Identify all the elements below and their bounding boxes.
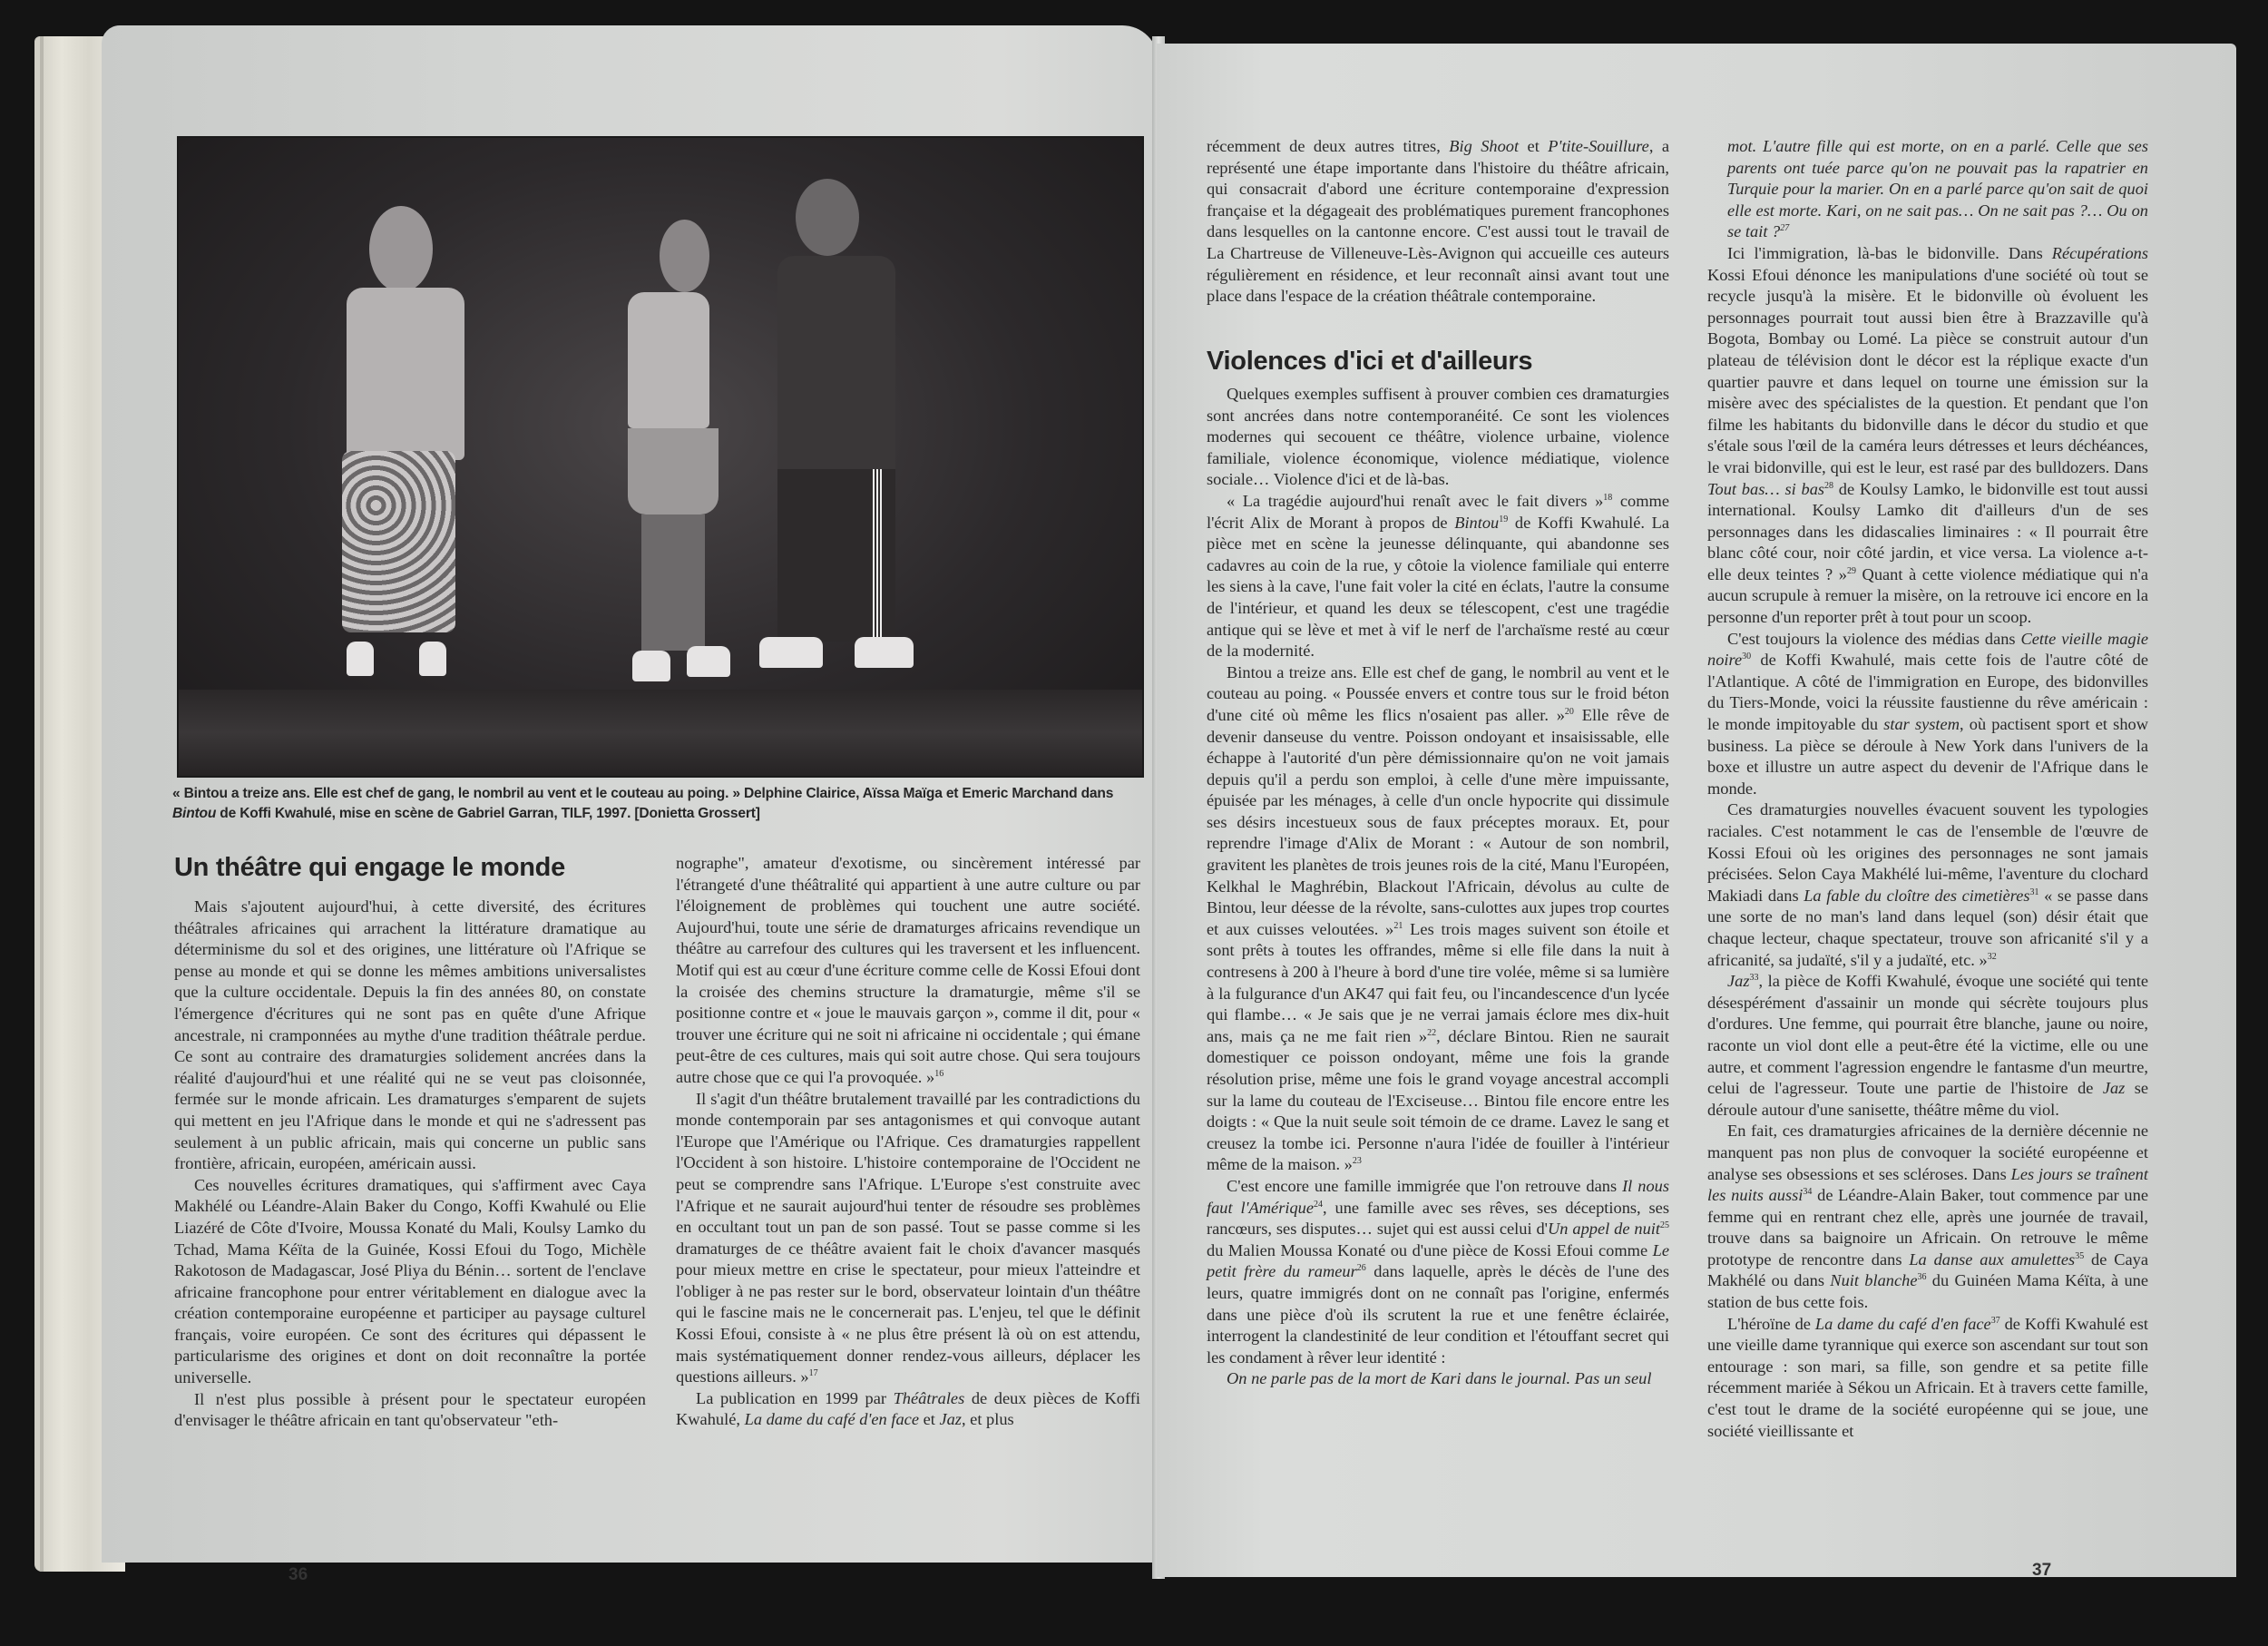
left-page-column-1 [174, 896, 646, 1432]
paragraph: C'est encore une famille immigrée que l'on retrouve dans Il nous faut l'Amérique$^{24}$, une famille avec ses rêves, ses déceptions, ses rancœurs, ses disputes… sujet qui est aussi celui d'Un appel de nuit$^{25}$ du Malien Moussa Konaté ou d'une pièce de Kossi Efoui comme Le petit frère du rameur$^{26}$ dans laquelle, après le décès de l'une des leurs, quatre immigrés dont on ne connaît pas l'origine, enfermés dans une pièce d'où ils scrutent la rue et une fenêtre éclairée, interrogent la clandestinité de leur condition et l'étouffant secret qui les condament à rêver leur identité : [1207, 1176, 1669, 1367]
paragraph: Ces nouvelles écritures dramatiques, qui s'affirment avec Caya Makhélé ou Léandre-Alain Baker du Congo, Koffi Kwahulé ou Elie Liazéré de Côte d'Ivoire, Moussa Konaté du Mali, Koulsy Lamko du Tchad, Mama Kéïta de la Guinée, Kossi Efoui du Togo, Michèle Rakotoson de Madagascar, José Pliya du Bénin… sortent de l'enclave africaine francophone pour entrer véritablement en dialogue avec la création contemporaine européenne et participer au paysage culturel français, voire européen. Ce sont des écritures qui dépassent le particularisme des origines et dont on doit reconnaître la portée universelle. [174, 1175, 646, 1387]
paragraph: Quelques exemples suffisent à prouver combien ces dramaturgies sont ancrées dans notre contemporanéité. Ce sont les violences modernes qui secouent ce théâtre, violence urbaine, violence familiale, violence économique, violence médiatique, violence sociale… Violence d'ici et de là-bas. [1207, 385, 1669, 489]
left-page-column-2 [676, 853, 1140, 1431]
caption-quote: « Bintou a treize ans. Elle est chef de gang, le nombril au vent et le couteau au poing. » [172, 786, 740, 801]
paragraph: Il n'est plus possible à présent pour le spectateur européen d'envisager le théâtre africain en tant qu'observateur "eth- [174, 1389, 646, 1430]
paragraph: Mais s'ajoutent aujourd'hui, à cette diversité, des écritures théâtrales africaines qui arrachent la littérature dramatique au déterminisme du sol et des origines, une littérature où l'Afrique se pense au monde et qui se donne les mêmes ambitions universalistes que la culture occidentale. Depuis la fin des années 80, on constate l'émergence d'écritures qui ne sont pas en quête d'une Afrique ancestrale, ni cramponnées au mythe d'une tradition théâtrale perdue. Ce sont au contraire des dramaturgies solidement ancrées dans la réalité d'aujourd'hui et une réalité qui ne se veut pas cloisonnée, fermée sur le monde africain. Les dramaturges s'emparent de sujets qui mettent en jeu l'Afrique dans le monde et qui ne s'adressent pas seulement à un public africain, mais qui concerne un public sans frontière, africain, européen, américain aussi. [174, 897, 646, 1173]
right-page-column-1-body [1207, 384, 1669, 1390]
paragraph: Ici l'immigration, là-bas le bidonville. Dans Récupérations Kossi Efoui dénonce les manipulations d'une société où tout se recycle jusqu'à la misère. Et le bidonville où évoluent les personnages pourrait tout aussi bien être à Brazzaville qu'à Bogota, Bombay ou Lomé. La pièce se construit autour d'un plateau de télévision dont le décor est la réplique exacte d'un quartier pauvre et dans lequel on tourne une émission sur la misère avec des spécialistes de la question. Et pendant que l'on filme les habitants du bidonville dans le décor du studio et que s'étale sous l'œil de la caméra leurs détresses et leurs déchéances, le vrai bidonville, qui est le leur, est rasé par des bulldozers. Dans Tout bas… si bas$^{28}$ de Koulsy Lamko, le bidonville est tout aussi international. Koulsy Lamko dit d'ailleurs d'un de ses personnages dans les didascalies liminaires : « Il pourrait être blanc côté cour, noir côté jardin, et vice versa. La violence a-t-elle deux teintes ? »$^{29}$ Quant à cette violence médiatique qui n'a aucun scrupule à remuer la misère, on la retrouve ici encore en la personne d'un reporter prêt à tout pour un scoop. [1707, 243, 2148, 627]
paragraph: En fait, ces dramaturgies africaines de la dernière décennie ne manquent pas non plus de convoquer la société européenne et analyse ses obsessions et ses scléroses. Dans Les jours se traînent les nuits aussi$^{34}$ de Léandre-Alain Baker, tout commence par une femme qui en rentrant chez elle, après une journée de travail, trouve dans sa baignoire un Africain. On retrouve le même prototype de rencontre dans La danse aux amulettes$^{35}$ de Caya Makhélé ou dans Nuit blanche$^{36}$ du Guinéen Mama Kéïta, à une station de bus cette fois. [1707, 1122, 2148, 1312]
stage-floor [179, 690, 1142, 776]
photo-caption [172, 784, 1152, 824]
right-page-column-1 [1207, 136, 1669, 308]
actor-figure-center [614, 201, 759, 691]
paragraph: Ces dramaturgies nouvelles évacuent souvent les typologies raciales. C'est notamment le cas de l'ensemble de l'œuvre de Kossi Efoui où les origines des personnages ne sont jamais précisées. Selon Caya Makhélé lui-même, l'aventure du clochard Makiadi dans La fable du cloître des cimetières$^{31}$ « se passe dans une sorte de no man's land dans lequel (son) désir était que chaque lecteur, chaque spectateur, trouve son africanité s'il y a africanité, sa judaïté, s'il y a judaïté, etc. »$^{32}$ [1707, 800, 2148, 969]
caption-play-title: Bintou [172, 806, 217, 821]
paragraph: nographe", amateur d'exotisme, ou sincèrement intéressé par l'étrangeté d'une théâtralité qui appartient à une autre culture ou par l'éloignement de problèmes qui touchent une autre société. Aujourd'hui, toute une série de dramaturges africains revendique un théâtre au carrefour des cultures qui les traversent et les influencent. Motif qui est au cœur d'une écriture comme celle de Kossi Efoui dont la croisée des chemins structure la dramaturgie, même s'il se positionne contre et « joue le mauvais garçon », comme il dit, pour « trouver une écriture qui ne soit ni africaine ni occidentale ; qui émane peut-être de ces cultures, mais qui soit autre chose. Qui sera toujours autre chose que ce qui l'a provoquée. »$^{16}$ [676, 854, 1140, 1086]
paragraph: Bintou a treize ans. Elle est chef de gang, le nombril au vent et le couteau au poing. « Poussée envers et contre tous sur le froid béton d'une cité où même les flics n'osaient pas aller. »$^{20}$ Elle rêve de devenir danseuse du ventre. Poisson ondoyant et insaisissable, elle échappe à l'autorité d'un père démissionnaire qu'on ne voit jamais depuis qu'il a perdu son emploi, à celle d'une mère impuissante, épuisée par les ménages, à celle d'un oncle hypocrite qui dissimule ses désirs incestueux sous de faux préceptes moraux. Et, pour reprendre l'image d'Alix de Morant : « Autour de son nombril, gravitent les planètes de trois jeunes rois de la cité, Manu l'Européen, Kelkhal le Maghrébin, Blackout l'Africain, dévolus au culte de Bintou, leur déesse de la révolte, sans-culottes aux jupes trop courtes et aux cuisses veloutées. »$^{21}$ Les trois mages suivent son étoile et sont prêts à toutes les offrandes, même si elle file dans la nuit à contresens à 200 à l'heure à bord d'une tire volée, même si sa lumière à la fulgurance d'un AK47 qui fait feu, ou l'incandescence d'un lycée qui flambe… « Je sais que je ne verrai jamais éclore mes dix-huit ans, mais ça ne me fait rien »$^{22}$, déclare Bintou. Rien ne saurait domestiquer ce poisson ondoyant, même une fois la grande résolution prise, même une fois le grand voyage ancestral accompli sur la lame du couteau de l'Exciseuse… Bintou file encore entre les doigts : « Que la nuit seule soit témoin de ce drame. Lavez le sang et creusez la tombe ici. Personne n'aura l'idée de fouiller à l'intérieur même de la maison. »$^{23}$ [1207, 662, 1669, 1174]
stage-photo [177, 136, 1144, 778]
caption-credits: Delphine Clairice, Aïssa Maïga et Emeric Marchand dans [739, 786, 1114, 801]
paragraph: La publication en 1999 par Théâtrales de deux pièces de Koffi Kwahulé, La dame du café d'en face et Jaz, et plus [676, 1388, 1140, 1429]
block-quote-end: mot. L'autre fille qui est morte, on en a parlé. Celle que ses parents ont tuée parce qu'on ne pouvait pas la rapatrier en Turquie pour la marier. On en a parlé parce qu'on sait de quoi elle est morte. Kari, on ne sait pas… On ne sait pas ?… Ou on se tait ?$^{27}$ [1727, 137, 2148, 241]
caption-credits-end: de Koffi Kwahulé, mise en scène de Gabriel Garran, TILF, 1997. [Donietta Grossert] [216, 806, 760, 821]
footnote-ref: 17 [808, 1368, 818, 1379]
section-title-left: Un théâtre qui engage le monde [174, 853, 565, 882]
paragraph: L'héroïne de La dame du café d'en face$^{37}$ de Koffi Kwahulé est une vieille dame tyrannique qui exerce son ascendant sur tout son entourage : son mari, sa fille, son gendre et sa petite fille récemment mariée à Sékou un Africain. Et à travers cette famille, c'est tout le drame de la société européenne qui se joue, une société vieillissante et [1707, 1314, 2148, 1440]
block-quote-start: On ne parle pas de la mort de Kari dans le journal. Pas un seul [1227, 1369, 1652, 1388]
paragraph: Jaz$^{33}$, la pièce de Koffi Kwahulé, évoque une société qui tente désespérément d'assainir un monde qui sécrète toujours plus d'ordures. Une femme, qui pourrait être blanche, jaune ou noire, raconte un viol dont elle a peut-être été la victime, elle ou une autre, et comment l'agression engendre le fantasme d'un meurtre, celui de l'agresseur. Toute une partie de l'histoire de Jaz se déroule autour d'une sanisette, théâtre même du viol. [1707, 972, 2149, 1119]
paragraph: C'est toujours la violence des médias dans Cette vieille magie noire$^{30}$ de Koffi Kwahulé, mais cette fois de l'autre côté de l'Atlantique. A côté de l'immigration en Europe, des bidonvilles du Tiers-Monde, voici la réussite faustienne du rêve américain : le monde impitoyable du star system, où pactisent sport et show business. La pièce se déroule à New York dans l'univers de la boxe et illustre un autre aspect du devenir de l'Afrique dans le monde. [1707, 629, 2148, 798]
paragraph: récemment de deux autres titres, Big Shoot et P'tite-Souillure, a représenté une étape importante dans l'histoire du théâtre africain, qui consacrait d'abord une écriture contemporaine d'expression française et la dégageait des problématiques purement francophones dans lesquelles on la cantonne encore. C'est aussi tout le travail de La Chartreuse de Villeneuve-Lès-Avignon qui accueille ces auteurs régulièrement en résidence, et leur reconnaît ainsi avant tout une place dans l'espace de la création théâtrale contemporaine. [1207, 137, 1670, 306]
section-title-right: Violences d'ici et d'ailleurs [1207, 347, 1533, 376]
page-number-left: 36 [288, 1565, 308, 1584]
actor-figure-right [759, 170, 932, 714]
right-page-column-2 [1707, 136, 2148, 1442]
actor-figure-left [319, 179, 483, 687]
paragraph: Il s'agit d'un théâtre brutalement travaillé par les contradictions du monde contemporain par ses antagonismes et qui convoque autant l'Europe que l'Amérique ou l'Afrique. Ces dramaturgies rappellent l'Occident à son histoire. L'histoire contemporaine de l'Occident ne peut se comprendre sans l'Afrique. L'Europe s'est construite avec l'Afrique et ne saurait aujourd'hui tenter de résoudre ses problèmes en occultant tout un pan de son passé. Tout se passe comme si les dramaturges de ce théâtre avaient fait le choix d'avancer masqués pour mieux mettre en crise le spectateur, pour mieux l'atteindre et l'obliger à ne pas rester sur le bord, observateur lointain d'un théâtre qui le fascine mais ne le concernerait pas. L'enjeu, tel que le définit Kossi Efoui, consiste à « ne plus être présent là où on est attendu, mais systématiquement donner rendez-vous ailleurs, déplacer les questions ailleurs. »$^{17}$ [676, 1089, 1140, 1386]
page-number-right: 37 [2032, 1561, 2052, 1580]
paragraph: « La tragédie aujourd'hui renaît avec le fait divers »$^{18}$ comme l'écrit Alix de Morant à propos de Bintou$^{19}$ de Koffi Kwahulé. La pièce met en scène la jeunesse délinquante, qui abandonne ses cadavres au coin de la rue, y côtoie la violence familiale qui enterre les siens à la cave, l'une fait voler la cité en éclats, l'autre la consume de l'intérieur, et quand les deux se télescopent, c'est une tragédie antique qui se lève et met à vif le nerf de l'archaïsme resté au cœur de la modernité. [1207, 491, 1669, 661]
footnote-ref: 16 [934, 1068, 944, 1079]
